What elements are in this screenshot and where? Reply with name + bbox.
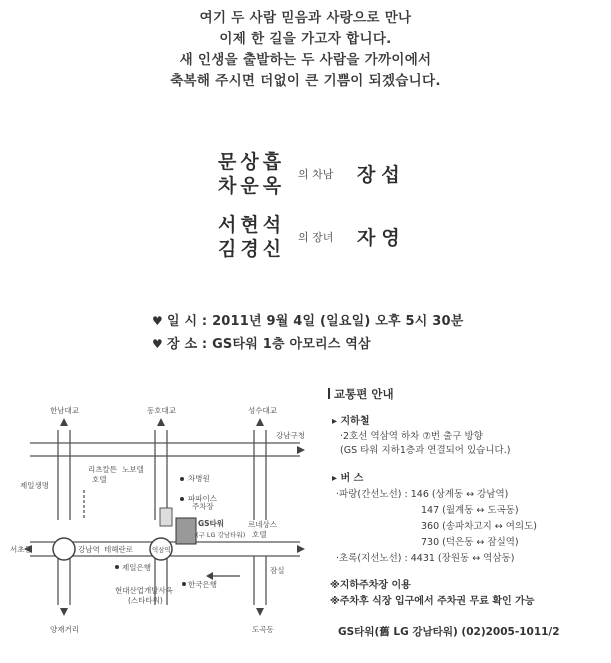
arrow-down-icon (256, 608, 264, 616)
intro-line: 새 인생을 출발하는 두 사람을 가까이에서 (179, 52, 432, 68)
map-label-hyundai: 현대산업개발사옥 (115, 586, 173, 595)
map-label-novotel: 노보텔 (122, 465, 144, 474)
date-line (152, 310, 464, 329)
groom-mother: 차운옥 (218, 175, 286, 197)
parking-building (160, 508, 172, 526)
map-label-gstower-old: (구 LG 강남타워) (196, 531, 246, 539)
map-label-jeil-bank: 제일은행 (122, 563, 151, 572)
arrow-right-icon (297, 545, 305, 553)
map-label-yangjae: 양재거리 (50, 625, 79, 634)
subway-line: ·2호선 역삼역 하차 ⑦번 출구 방향 (340, 431, 483, 442)
map-label-ritz-hotel: 호텔 (92, 475, 107, 484)
map-label-pipaiseu: 파파이스 (188, 494, 217, 503)
map-label-gangnam-station: 강남역 (78, 545, 100, 554)
bus-line: ·초록(지선노선) : 4431 (장원동 ↔ 역삼동) (336, 553, 515, 564)
bus-line: ·파랑(간선노선) : 146 (상계동 ↔ 강남역) (336, 489, 509, 500)
map-label-dongho: 동호대교 (147, 406, 176, 415)
map-label-jamsil: 잠실 (270, 566, 285, 575)
gstower-building (176, 518, 196, 544)
subway-heading: ▸ 지하철 (332, 416, 370, 427)
arrow-down-icon (60, 608, 68, 616)
heart-icon: ♥ (152, 314, 163, 328)
place-label: 장 소 : (166, 337, 213, 352)
map-label-dogok: 도곡동 (252, 625, 274, 634)
date-value: 2011년 9월 4일 (일요일) 오후 5시 30분 (212, 314, 464, 329)
heart-icon: ♥ (152, 337, 163, 351)
bride-name: 자영 (357, 227, 406, 249)
bus-line: 730 (덕은동 ↔ 잠실역) (421, 537, 519, 548)
map-label-gstower: GS타워 (198, 519, 225, 528)
subway-line: (GS 타워 지하1층과 연결되어 있습니다.) (340, 445, 511, 456)
place-line (152, 333, 371, 352)
map-label-seongsu: 성수대교 (248, 406, 277, 415)
groom-parents (218, 150, 285, 198)
map-label-hannam: 한남대교 (50, 406, 79, 415)
gangnam-station-marker (53, 538, 75, 560)
date-label: 일 시 : (166, 314, 213, 329)
map-label-renaissance: 르네상스 (248, 520, 277, 529)
map-label-jeil-saengmyeong: 제일생명 (20, 481, 49, 490)
bus-heading: ▸ 버 스 (332, 473, 364, 484)
arrow-up-icon (256, 418, 264, 426)
bride-parents (218, 213, 285, 261)
location-map (0, 380, 310, 650)
bride-relation: 의 장녀 (298, 231, 334, 244)
groom-father: 문상흡 (218, 151, 286, 173)
groom-name: 장섭 (357, 164, 406, 186)
map-label-yeoksam-station: 역삼역 (152, 546, 171, 554)
bus-line: 147 (월계동 ↔ 도곡동) (421, 505, 519, 516)
bus-line: 360 (송파차고지 ↔ 여의도) (421, 521, 537, 532)
intro-line: 이제 한 길을 가고자 합니다. (219, 31, 392, 47)
map-label-parking: 주차장 (192, 502, 214, 511)
arrow-right-icon (297, 446, 305, 454)
parking-note: ※주차후 식장 입구에서 주차권 무료 확인 가능 (330, 596, 535, 607)
map-label-renaissance-hotel: 호텔 (252, 530, 267, 539)
arrow-up-icon (157, 418, 165, 426)
map-label-hanguk-bank: 한국은행 (188, 580, 217, 589)
map-label-chabyeongwon: 차병원 (188, 474, 210, 483)
intro-line: 축복해 주시면 더없이 큰 기쁨이 되겠습니다. (170, 73, 441, 89)
bride-father: 서현석 (218, 214, 286, 236)
intro-line: 여기 두 사람 믿음과 사랑으로 만나 (199, 10, 412, 26)
place-value: GS타워 1층 아모리스 역삼 (212, 337, 371, 352)
parking-heading: ※지하주차장 이용 (330, 580, 411, 591)
map-label-ritz: 리츠칼튼 (88, 465, 117, 474)
map-label-seochodong: 서초동 (10, 545, 32, 554)
arrow-up-icon (60, 418, 68, 426)
map-label-gangnam-gucheong: 강남구청 (276, 431, 305, 440)
title-bar-icon (328, 388, 330, 399)
map-label-teheranro: 테헤란로 (104, 545, 133, 554)
bride-mother: 김경신 (218, 238, 286, 260)
invitation-message (0, 8, 611, 92)
transport-guide-title: 교통편 안내 (328, 386, 394, 402)
venue-contact: GS타워(舊 LG 강남타워) (02)2005-1011/2 (338, 626, 560, 638)
groom-relation: 의 차남 (298, 168, 334, 181)
map-label-hyundai-star: (스타타워) (128, 596, 163, 605)
